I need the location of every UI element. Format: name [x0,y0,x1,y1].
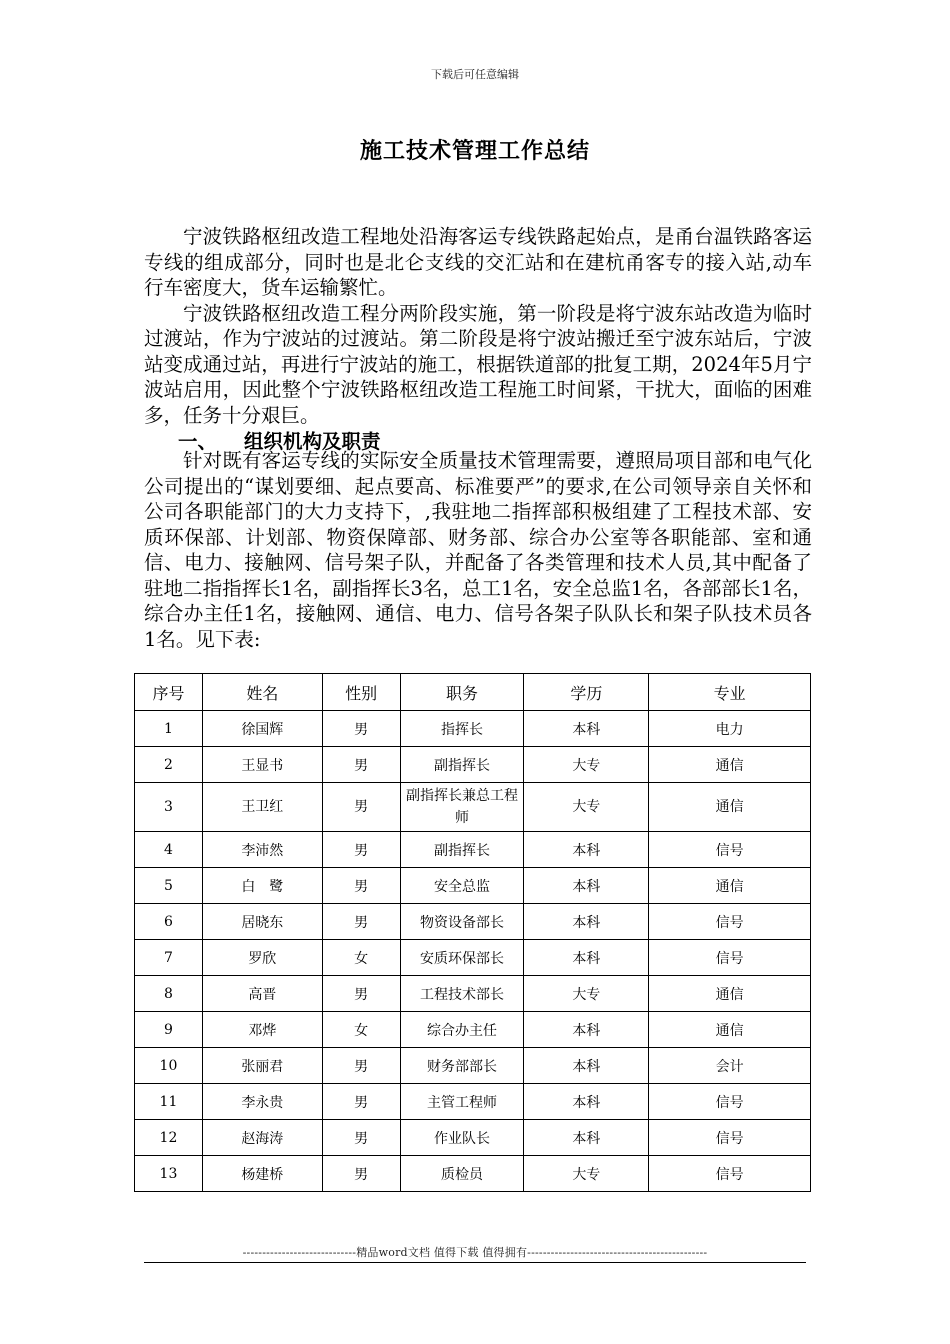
table-cell: 女 [322,940,400,976]
table-row [135,747,811,783]
table-cell: 作业队长 [400,1120,524,1156]
table-cell: 电力 [649,711,811,747]
table-cell: 安全总监 [400,868,524,904]
paragraph-1: 宁波铁路枢纽改造工程地处沿海客运专线铁路起始点，是甬台温铁路客运专线的组成部分，同时也是北仑支线的交汇站和在建杭甬客专的接入站,动车行车密度大，货车运输繁忙。 [144,225,812,299]
table-cell: 大专 [524,976,649,1012]
table-cell: 男 [322,747,400,783]
header-cell: 序号 [135,674,203,711]
header-cell: 专业 [649,674,811,711]
document-title: 施工技术管理工作总结 [359,139,590,164]
table-cell: 信号 [649,1120,811,1156]
table-cell: 男 [322,1120,400,1156]
table-cell: 王显书 [202,747,322,783]
section-paragraph: 针对既有客运专线的实际安全质量技术管理需要，遵照局项目部和电气化公司提出的“谋划要细、起点要高、标准要严”的要求,在公司领导亲自关怀和公司各职能部门的大力支持下，,我驻地二指挥部积极组建了工程技术部、安质环保部、计划部、物资保障部、财务部、综合办公室等各职能部、室和通信、电力、接触网、信号架子队，并配备了各类管理和技术人员,其中配备了驻地二指指挥长1名，副指挥长3名，总工1名，安全总监1名，各部部长1名，综合办主任1名，接触网、通信、电力、信号各架子队队长和架子队技术员各1名。见下表: [144,449,812,651]
table-cell: 张丽君 [202,1048,322,1084]
header-cell: 姓名 [202,674,322,711]
table-cell: 徐国辉 [202,711,322,747]
table-header-row [135,674,811,711]
table-cell: 副指挥长 [400,832,524,868]
table-cell: 信号 [649,940,811,976]
table-cell: 5 [135,868,203,904]
table-cell: 女 [322,1012,400,1048]
table-row [135,1012,811,1048]
table-cell: 信号 [649,832,811,868]
table-cell: 通信 [649,747,811,783]
table-cell: 男 [322,711,400,747]
table-cell: 6 [135,904,203,940]
table-cell: 大专 [524,747,649,783]
table-cell: 高晋 [202,976,322,1012]
table-row [135,783,811,832]
table-cell: 安质环保部长 [400,940,524,976]
table-cell: 通信 [649,783,811,832]
table-cell: 本科 [524,1012,649,1048]
table-cell: 主管工程师 [400,1084,524,1120]
table-cell: 本科 [524,940,649,976]
table-cell: 罗欣 [202,940,322,976]
table-cell: 男 [322,783,400,832]
section-body [144,448,812,652]
table-cell: 信号 [649,1156,811,1192]
table-row [135,940,811,976]
table-cell: 男 [322,1084,400,1120]
table-row [135,904,811,940]
table-cell: 本科 [524,868,649,904]
table-cell: 王卫红 [202,783,322,832]
table-row [135,976,811,1012]
table-cell: 副指挥长兼总工程师 [400,783,524,832]
table-cell: 居晓东 [202,904,322,940]
table-cell: 男 [322,832,400,868]
table-row [135,832,811,868]
table-cell: 本科 [524,832,649,868]
table-cell: 13 [135,1156,203,1192]
table-cell: 指挥长 [400,711,524,747]
table-cell: 赵海涛 [202,1120,322,1156]
table-cell: 白 鹭 [202,868,322,904]
table-row [135,1048,811,1084]
table-cell: 通信 [649,976,811,1012]
table-cell: 11 [135,1084,203,1120]
staff-table [134,673,811,1192]
table-cell: 本科 [524,711,649,747]
table-cell: 邓烨 [202,1012,322,1048]
table-cell: 男 [322,1048,400,1084]
table-cell: 信号 [649,1084,811,1120]
table-row [135,1156,811,1192]
table-cell: 杨建桥 [202,1156,322,1192]
table-cell: 财务部部长 [400,1048,524,1084]
table-row [135,868,811,904]
table-cell: 物资设备部长 [400,904,524,940]
footer-note: -----------------------------精品word文档 值得下载 值得拥有---------------------------------------------- [242,1246,708,1259]
table-cell: 质检员 [400,1156,524,1192]
table-cell: 男 [322,976,400,1012]
table-cell: 男 [322,1156,400,1192]
table-cell: 男 [322,904,400,940]
table-cell: 通信 [649,1012,811,1048]
table-cell: 综合办主任 [400,1012,524,1048]
table-cell: 12 [135,1120,203,1156]
intro-text [144,224,812,428]
table-cell: 本科 [524,1120,649,1156]
table-row [135,1084,811,1120]
table-cell: 大专 [524,783,649,832]
table-cell: 本科 [524,1084,649,1120]
table-row [135,711,811,747]
table-cell: 通信 [649,868,811,904]
table-cell: 会计 [649,1048,811,1084]
footer-divider [144,1262,806,1263]
table-cell: 2 [135,747,203,783]
table-cell: 副指挥长 [400,747,524,783]
table-row [135,1120,811,1156]
table-cell: 信号 [649,904,811,940]
paragraph-2: 宁波铁路枢纽改造工程分两阶段实施，第一阶段是将宁波东站改造为临时过渡站，作为宁波站的过渡站。第二阶段是将宁波站搬迁至宁波东站后，宁波站变成通过站，再进行宁波站的施工，根据铁道部的批复工期，2024年5月宁波站启用，因此整个宁波铁路枢纽改造工程施工时间紧，干扰大，面临的困难多，任务十分艰巨。 [144,301,812,427]
table-cell: 9 [135,1012,203,1048]
table-cell: 本科 [524,904,649,940]
table-cell: 7 [135,940,203,976]
table-cell: 李永贵 [202,1084,322,1120]
table-cell: 1 [135,711,203,747]
table-cell: 大专 [524,1156,649,1192]
table-cell: 男 [322,868,400,904]
header-note: 下载后可任意编辑 [431,68,519,81]
table-cell: 8 [135,976,203,1012]
table-cell: 4 [135,832,203,868]
section-number: 一、 [178,430,218,453]
header-cell: 性别 [322,674,400,711]
table-cell: 李沛然 [202,832,322,868]
header-cell: 学历 [524,674,649,711]
table-cell: 10 [135,1048,203,1084]
table-cell: 工程技术部长 [400,976,524,1012]
header-cell: 职务 [400,674,524,711]
table-cell: 3 [135,783,203,832]
table-cell: 本科 [524,1048,649,1084]
section-title: 组织机构及职责 [244,430,381,453]
